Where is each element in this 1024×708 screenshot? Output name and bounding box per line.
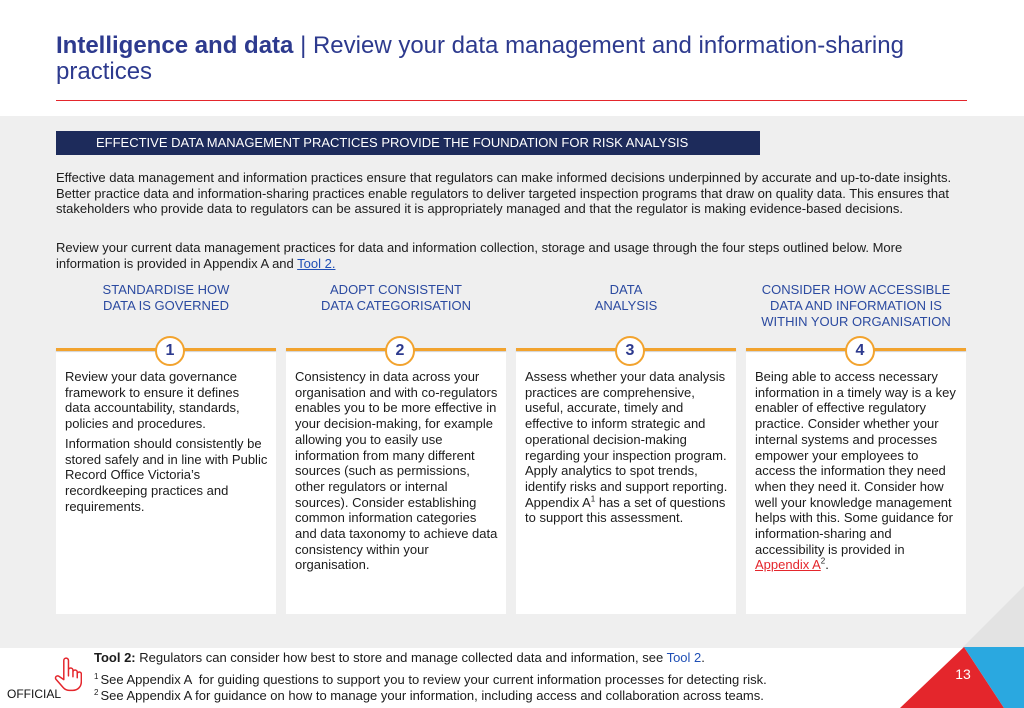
step-body-text: Being able to access necessary information in a timely way is a key enabler of effective regulatory practice. Consider whether your internal systems and processes empower your employees to access the information they need when they need it. Consider how well your knowledge management helps with this. Some guidance for information-sharing and accessibility is provided in	[755, 369, 956, 557]
classification-label: OFFICIAL	[7, 687, 62, 701]
footnote-number: 2	[94, 687, 99, 697]
step-body-text: .	[825, 557, 829, 573]
footnote-text: See Appendix A for guidance on how to manage your information, including access and collaboration across teams.	[100, 688, 764, 703]
footnote	[94, 672, 767, 688]
step-column-1	[56, 282, 276, 614]
instructions-paragraph	[56, 240, 968, 271]
tool-note-end: .	[701, 650, 705, 665]
tool-2-footer-link[interactable]: Tool 2	[666, 650, 702, 665]
footnote-marker: 1	[590, 494, 596, 504]
footnote	[94, 688, 764, 704]
step-heading: STANDARDISE HOW DATA IS GOVERNED	[102, 282, 230, 313]
step-heading: DATA ANALYSIS	[594, 282, 658, 313]
footnote-marker: 2	[820, 557, 826, 567]
page-header	[0, 0, 1024, 116]
step-card	[56, 352, 276, 614]
tool-note	[94, 650, 705, 666]
step-body	[525, 369, 728, 526]
step-body-text: has a set of questions to support this assessment.	[525, 494, 726, 526]
step-number-badge: 2	[385, 336, 415, 366]
section-banner-text: EFFECTIVE DATA MANAGEMENT PRACTICES PROVIDE THE FOUNDATION FOR RISK ANALYSIS	[96, 135, 689, 150]
step-body	[755, 369, 958, 573]
step-column-3	[516, 282, 736, 614]
content-panel	[0, 116, 1024, 648]
tool-note-label: Tool 2:	[94, 650, 136, 665]
page-title	[56, 33, 968, 85]
step-heading: CONSIDER HOW ACCESSIBLE DATA AND INFORMATION IS WITHIN YOUR ORGANISATION	[761, 282, 951, 329]
fold-triangle	[962, 586, 1024, 648]
footnote-number: 1	[94, 671, 99, 681]
header-divider	[56, 100, 967, 101]
step-column-4	[746, 282, 966, 614]
tool-2-link[interactable]: Tool 2.	[297, 255, 336, 271]
intro-paragraph: Effective data management and information practices ensure that regulators can make informed decisions underpinned by accurate and up-to-date insights. Better practice data and information-sharing practices enable regulators to deliver targeted inspection programs that draw on quality data. This ensures that stakeholders who provide data to regulators can be assured it is appropriately managed and that the regulator is making evidence-based decisions.	[56, 170, 952, 217]
instructions-text: Review your current data management practices for data and information collection, storage and usage through the four steps outlined below. More information is provided in Appendix A and	[56, 240, 903, 271]
step-body: Review your data governance framework to ensure it defines data accountability, standards, policies and procedures.	[65, 369, 240, 432]
step-number-badge: 4	[845, 336, 875, 366]
step-body: Information should consistently be stored safely and in line with Public Record Office Victoria’s recordkeeping practices and requirements.	[65, 435, 268, 514]
appendix-a-link[interactable]: Appendix A	[755, 557, 821, 573]
step-number-badge: 3	[615, 336, 645, 366]
corner-decoration	[890, 580, 1024, 708]
step-card	[286, 352, 506, 614]
step-column-2	[286, 282, 506, 614]
title-separator: |	[300, 32, 307, 59]
page-footer	[0, 648, 1024, 708]
step-heading: ADOPT CONSISTENT DATA CATEGORISATION	[321, 282, 471, 313]
step-card	[746, 352, 966, 614]
page-number: 13	[955, 666, 971, 682]
step-body-text: Assess whether your data analysis practices are comprehensive, useful, accurate, timely and effective to inform strategic and operational decision-making regarding your inspection program. Apply analytics to spot trends, identify risks and support reporting. Appendix A	[525, 369, 728, 510]
section-banner	[56, 131, 760, 155]
step-body: Consistency in data across your organisation and with co-regulators enables you to be more effective in your decision-making, for example allowing you to easily use information from many different sources (such as permissions, other regulators or internal sources). Consider establishing common information categories and data taxonomy to achieve data consistency within your organisation.	[295, 369, 498, 573]
footnote-text: See Appendix A for guiding questions to support you to review your current information processes for detecting risk.	[100, 672, 767, 687]
step-number-badge: 1	[155, 336, 185, 366]
step-card	[516, 352, 736, 614]
tool-note-text: Regulators can consider how best to store and manage collected data and information, see	[135, 650, 667, 665]
section-name: Intelligence and data	[56, 32, 294, 59]
page-subtitle: Review your data management and information-sharing practices	[56, 32, 904, 85]
